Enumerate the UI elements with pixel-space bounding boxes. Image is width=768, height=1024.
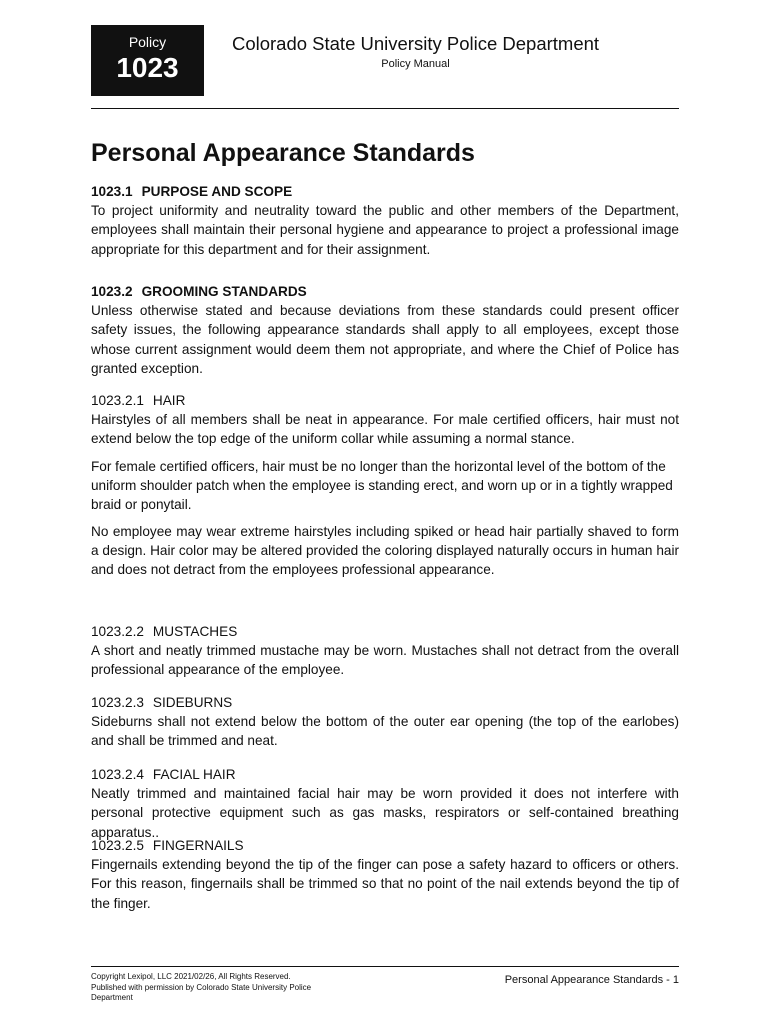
section-number: 1023.1 [91, 184, 133, 199]
subsection-heading [91, 765, 679, 784]
subsection-title: FINGERNAILS [152, 838, 244, 853]
section-text: To project uniformity and neutrality toward the public and other members of the Department, employees shall maintain their personal hygiene and appearance to project a professional image appropriate for this department and for their assignment. [91, 203, 679, 257]
footer-copyright [91, 972, 341, 1004]
section-sideburns [91, 693, 679, 751]
section-purpose [91, 182, 679, 259]
paragraph: Fingernails extending beyond the tip of the finger can pose a safety hazard to officers or others. For this reason, fingernails shall be trimmed so that no point of the nail extends beyond the tip of the finger. [91, 857, 679, 911]
subsection-number: 1023.2.5 [91, 838, 144, 853]
policy-badge [91, 25, 204, 96]
subsection-title: SIDEBURNS [152, 695, 233, 710]
hair-paragraph-female [91, 457, 679, 515]
subsection-number: 1023.2.2 [91, 624, 144, 639]
copyright-line: Copyright Lexipol, LLC 2021/02/26, All Rights Reserved. [91, 972, 291, 981]
subsection-heading [91, 693, 679, 712]
permission-line: Department [91, 993, 133, 1002]
subsection-number: 1023.2.4 [91, 767, 144, 782]
policy-label: Policy [128, 34, 167, 50]
subsection-number: 1023.2.1 [91, 393, 144, 408]
paragraph: A short and neatly trimmed mustache may be worn. Mustaches shall not detract from the overall professional appearance of the employee. [91, 643, 679, 678]
subsection-title: HAIR [152, 393, 186, 408]
subsection-heading [91, 622, 679, 641]
subsection-title: MUSTACHES [152, 624, 238, 639]
section-hair [91, 391, 679, 449]
section-heading [91, 182, 679, 201]
section-mustaches [91, 622, 679, 680]
subsection-title: FACIAL HAIR [152, 767, 236, 782]
paragraph: No employee may wear extreme hairstyles including spiked or head hair partially shaved to form a design. Hair color may be altered provided the coloring displayed naturally occurs in human hair and does not detract from the employees professional appearance. [91, 524, 679, 578]
organization-name: Colorado State University Police Department [231, 33, 600, 54]
section-facial-hair [91, 765, 679, 842]
section-number: 1023.2 [91, 284, 133, 299]
subsection-heading [91, 391, 679, 410]
section-grooming [91, 282, 679, 378]
paragraph: Neatly trimmed and maintained facial hair may be worn provided it does not interfere with personal protective equipment such as gas masks, respirators or self-contained breathing apparatus.. [91, 786, 679, 840]
policy-number: 1023 [116, 52, 179, 83]
page-title: Personal Appearance Standards [91, 139, 475, 167]
footer-divider [91, 966, 679, 967]
header-divider [91, 108, 679, 109]
permission-line: Published with permission by Colorado State University Police [91, 982, 312, 992]
subsection-heading [91, 836, 679, 855]
section-title: PURPOSE AND SCOPE [141, 184, 293, 199]
section-title: GROOMING STANDARDS [141, 284, 307, 299]
paragraph: Hairstyles of all members shall be neat in appearance. For male certified officers, hair must not extend below the top edge of the uniform collar while assuming a normal stance. [91, 412, 679, 447]
page-label: Personal Appearance Standards - 1 [504, 974, 679, 986]
section-fingernails [91, 836, 679, 913]
manual-subtitle: Policy Manual [381, 58, 450, 70]
section-text: Unless otherwise stated and because deviations from these standards could present officer safety issues, the following appearance standards shall apply to all employees, except those whose current assignment would deem them not appropriate, and where the Chief of Police has granted exception. [91, 303, 679, 376]
paragraph: Sideburns shall not extend below the bottom of the outer ear opening (the top of the earlobes) and shall be trimmed and neat. [91, 714, 679, 749]
section-heading [91, 282, 679, 301]
paragraph: For female certified officers, hair must be no longer than the horizontal level of the bottom of the uniform shoulder patch when the employee is standing erect, and worn up or in a tightly wrapped braid or ponytail. [91, 459, 673, 513]
subsection-number: 1023.2.3 [91, 695, 144, 710]
hair-paragraph-extreme [91, 522, 679, 580]
